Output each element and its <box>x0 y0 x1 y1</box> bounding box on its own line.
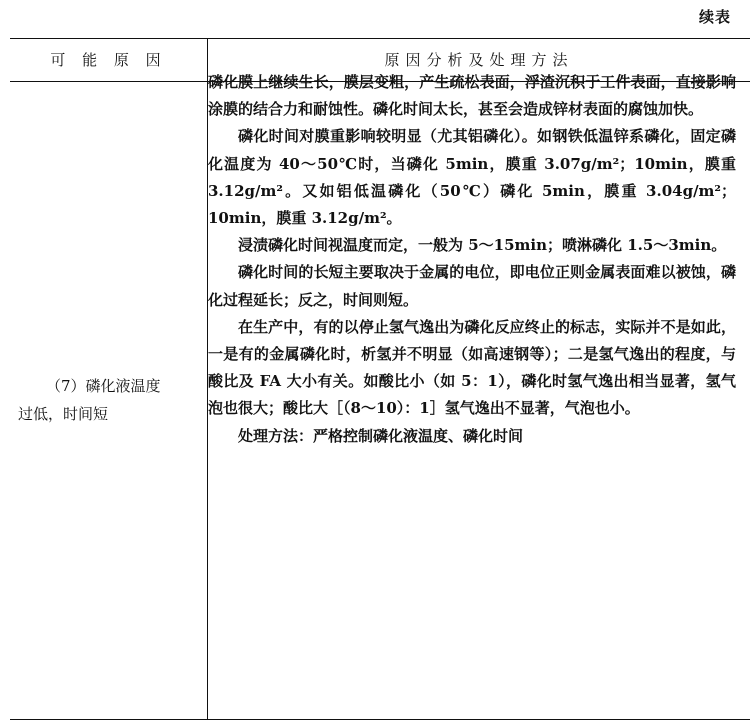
header-cause: 可 能 原 因 <box>50 51 167 69</box>
header-analysis: 原因分析及处理方法 <box>384 51 574 69</box>
analysis-paragraph-1: 磷化膜上继续生长，膜层变粗，产生疏松表面，浮渣沉积于工件表面，直接影响涂膜的结合力和耐蚀性。磷化时间太长，甚至会造成锌材表面的腐蚀加快。 <box>208 73 736 119</box>
continued-label: 续表 <box>698 8 731 26</box>
analysis-cell <box>208 69 736 450</box>
cause-line-1: （7）磷化液温度 <box>46 377 161 395</box>
analysis-paragraph-4: 磷化时间的长短主要取决于金属的电位，即电位正则金属表面难以被蚀，磷化过程延长；反之，时间则短。 <box>208 263 736 309</box>
analysis-paragraph-2: 磷化时间对膜重影响较明显（尤其铝磷化）。如钢铁低温锌系磷化，固定磷化温度为 40～50℃时，当磷化 5min，膜重 3.07g/m²；10min，膜重 3.12g/m²。又如铝低温磷化（50℃）磷化 5min，膜重 3.04g/m²；10min，膜重 3.12g/m²。 <box>208 127 736 228</box>
analysis-paragraph-5: 在生产中，有的以停止氢气逸出为磷化反应终止的标志，实际并不是如此，一是有的金属磷化时，析氢并不明显（如高速钢等）；二是氢气逸出的程度，与酸比及 FA 大小有关。如酸比小（如 5：1），磷化时氢气逸出相当显著，氢气泡也很大；酸比大［（8～10）：1］氢气逸出不显著，气泡也小。 <box>208 317 736 418</box>
cause-cell <box>18 372 204 428</box>
cause-line-2: 过低，时间短 <box>18 405 109 423</box>
treatment-method: 处理方法：严格控制磷化液温度、磷化时间 <box>238 426 524 445</box>
analysis-paragraph-3: 浸渍磷化时间视温度而定，一般为 5～15min；喷淋磷化 1.5～3min。 <box>238 236 727 255</box>
